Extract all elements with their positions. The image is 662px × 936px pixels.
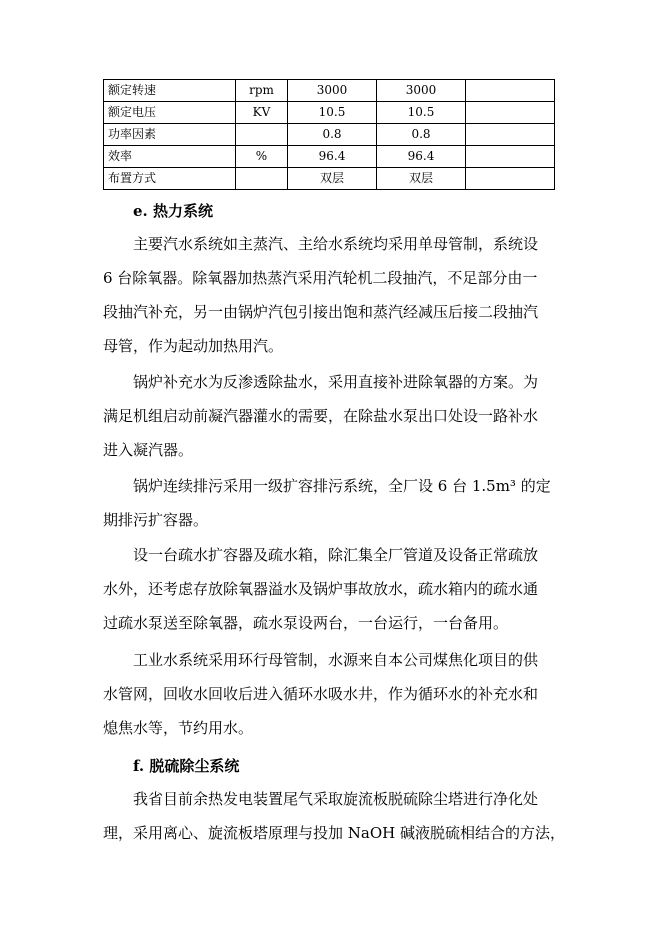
text-line: 设一台疏水扩容器及疏水箱，除汇集全厂管道及设备正常疏放 — [103, 546, 539, 564]
table-row — [104, 102, 555, 124]
table-cell: 双层 — [288, 168, 377, 190]
text-line: 6 台除氧器。除氧器加热蒸汽采用汽轮机二段抽汽，不足部分由一 — [103, 269, 538, 287]
table-cell: 双层 — [377, 168, 466, 190]
spec-table — [103, 79, 555, 190]
table-cell — [466, 102, 555, 124]
table-cell — [466, 124, 555, 146]
text-line: 工业水系统采用环行母管制，水源来自本公司煤焦化项目的供 — [103, 651, 539, 669]
text-line: 水外，还考虑存放除氧器溢水及锅炉事故放水，疏水箱内的疏水通 — [103, 580, 539, 598]
section-e-heading: e. 热力系统 — [133, 202, 213, 220]
table-row — [104, 146, 555, 168]
text-line: 锅炉连续排污采用一级扩容排污系统，全厂设 6 台 1.5m³ 的定 — [103, 477, 551, 495]
table-cell: 额定电压 — [104, 102, 236, 124]
table-row — [104, 80, 555, 102]
section-e-paragraph-2 — [103, 365, 558, 467]
table-cell: 0.8 — [288, 124, 377, 146]
section-e-paragraph-4 — [103, 538, 558, 640]
text-line: 理，采用离心、旋流板塔原理与投加 NaOH 碱液脱硫相结合的方法， — [103, 824, 565, 842]
text-line: 主要汽水系统如主蒸汽、主给水系统均采用单母管制，系统设 — [103, 235, 539, 253]
table-cell: 10.5 — [377, 102, 466, 124]
section-e-paragraph-3 — [103, 469, 558, 537]
table-cell: 3000 — [288, 80, 377, 102]
text-line: 水管网，回收水回收后进入循环水吸水井，作为循环水的补充水和 — [103, 685, 539, 703]
table-cell — [236, 168, 288, 190]
section-e-paragraph-5 — [103, 643, 558, 745]
table-row — [104, 168, 555, 190]
section-f-heading: f. 脱硫除尘系统 — [133, 757, 240, 775]
text-line: 段抽汽补充，另一由锅炉汽包引接出饱和蒸汽经减压后接二段抽汽 — [103, 303, 539, 321]
table-cell: KV — [236, 102, 288, 124]
table-cell: 效率 — [104, 146, 236, 168]
text-line: 过疏水泵送至除氧器，疏水泵设两台，一台运行，一台备用。 — [103, 614, 509, 632]
table-cell: 10.5 — [288, 102, 377, 124]
text-line: 期排污扩容器。 — [103, 511, 209, 529]
table-cell: 96.4 — [377, 146, 466, 168]
text-line: 熄焦水等，节约用水。 — [103, 719, 254, 737]
table-cell — [466, 168, 555, 190]
section-f-paragraph-1 — [103, 782, 565, 850]
table-cell: 额定转速 — [104, 80, 236, 102]
text-line: 进入凝汽器。 — [103, 441, 194, 459]
table-cell: 布置方式 — [104, 168, 236, 190]
text-line: 母管，作为起动加热用汽。 — [103, 337, 284, 355]
table-cell: 3000 — [377, 80, 466, 102]
text-line: 锅炉补充水为反渗透除盐水，采用直接补进除氧器的方案。为 — [103, 373, 539, 391]
table-cell: rpm — [236, 80, 288, 102]
table-cell: % — [236, 146, 288, 168]
table-cell — [466, 80, 555, 102]
table-cell — [466, 146, 555, 168]
table-cell: 96.4 — [288, 146, 377, 168]
text-line: 满足机组启动前凝汽器灌水的需要，在除盐水泵出口处设一路补水 — [103, 407, 539, 425]
text-line: 我省目前余热发电装置尾气采取旋流板脱硫除尘塔进行净化处 — [103, 790, 539, 808]
table-cell: 0.8 — [377, 124, 466, 146]
table-cell — [236, 124, 288, 146]
table-cell: 功率因素 — [104, 124, 236, 146]
table-row — [104, 124, 555, 146]
section-e-paragraph-1 — [103, 227, 558, 363]
